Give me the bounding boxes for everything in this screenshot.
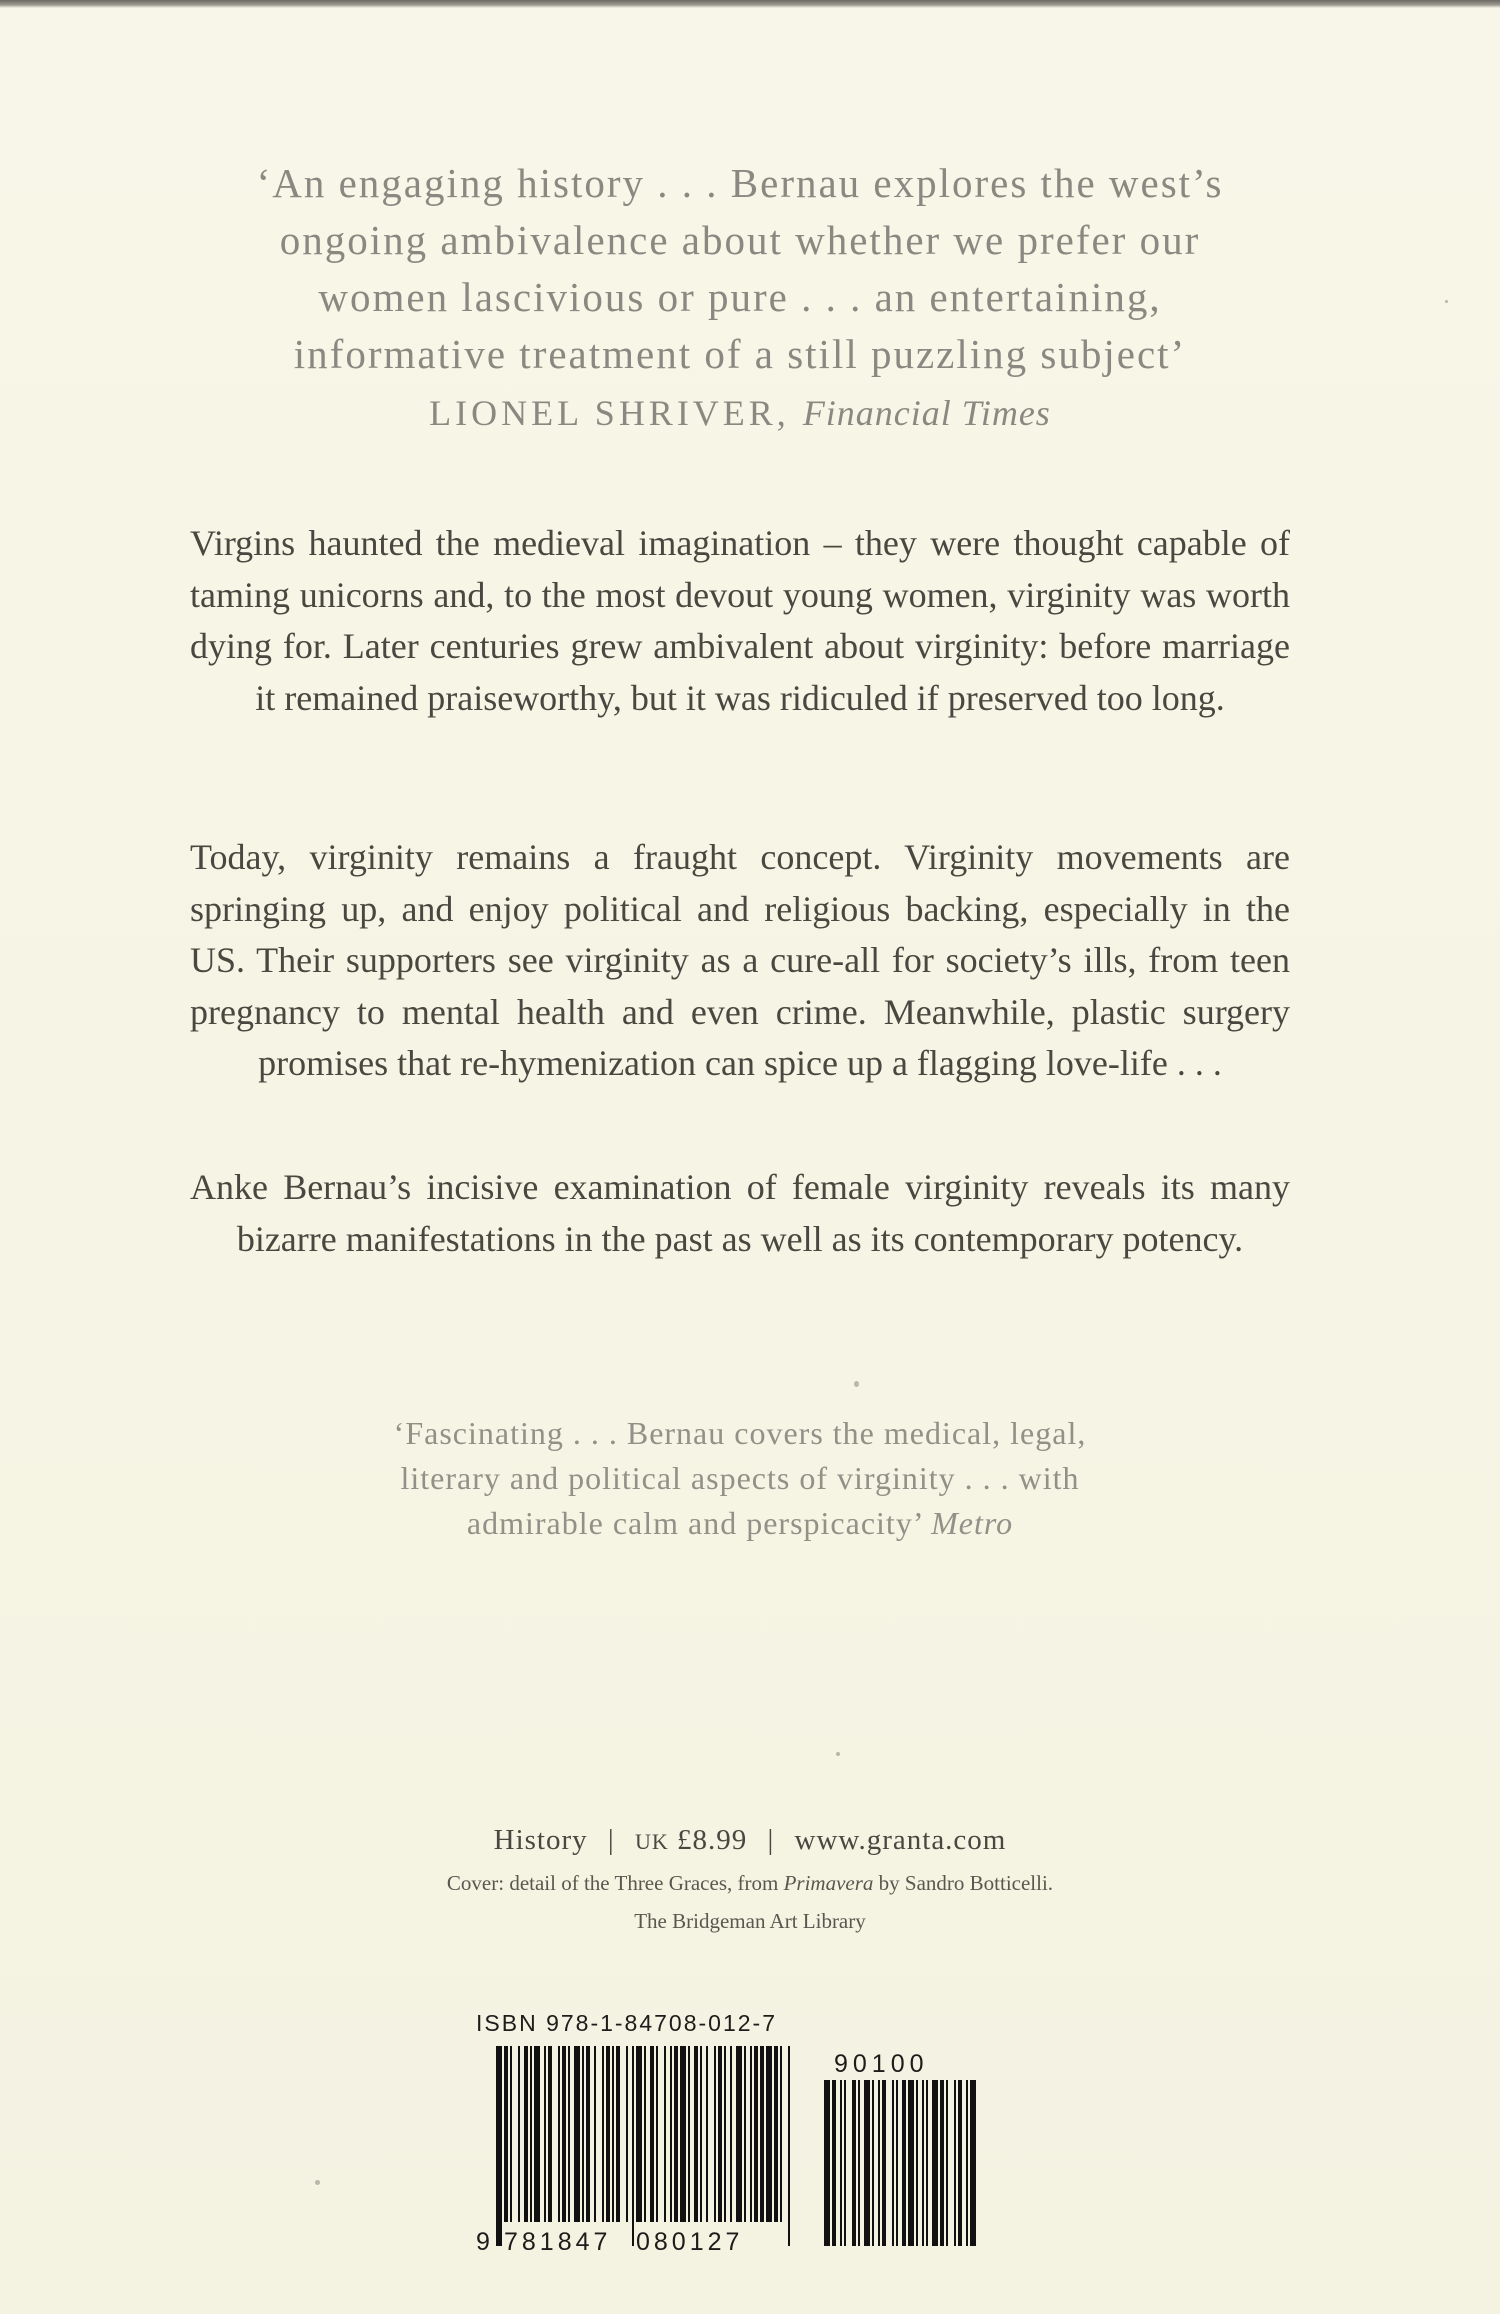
quote-source: Metro xyxy=(931,1505,1014,1541)
addon-bar xyxy=(966,2080,968,2246)
main-barcode-bars xyxy=(496,2046,790,2246)
addon-bar xyxy=(840,2080,842,2246)
barcode-addon-digits: 90100 xyxy=(834,2050,929,2078)
blurb-paragraph-3: Anke Bernau’s incisive examination of female virginity reveals its many bizarre manifestations in the past as well as its contemporary potency. xyxy=(190,1167,1290,1259)
barcode-bar xyxy=(766,2046,772,2222)
barcode-bar xyxy=(774,2046,778,2222)
barcode-bar xyxy=(750,2046,752,2222)
barcode-bar xyxy=(594,2046,596,2222)
barcode-lead-digit: 9 xyxy=(476,2228,490,2256)
cover-credit-prefix: Cover: detail of the Three Graces, from xyxy=(446,1871,779,1895)
barcode-bar xyxy=(504,2046,508,2222)
quote-author: LIONEL SHRIVER, xyxy=(429,393,790,433)
cover-credit-work: Primavera xyxy=(783,1871,874,1895)
addon-bar xyxy=(954,2080,956,2246)
addon-bar xyxy=(896,2080,898,2246)
review-quote-bottom xyxy=(340,1411,1140,1546)
isbn-barcode xyxy=(476,2010,996,2260)
separator: | xyxy=(607,1824,615,1856)
barcode-bar xyxy=(544,2046,546,2222)
quote-text: ‘Fascinating . . . Bernau covers the medical, legal, literary and political aspects of virginity . . . with admirable calm and perspicacity’ xyxy=(393,1415,1087,1541)
top-edge-rule xyxy=(0,0,1500,8)
barcode-bar xyxy=(714,2046,716,2222)
barcode-bar xyxy=(510,2046,512,2222)
addon-barcode-bars xyxy=(824,2080,976,2246)
barcode-bar xyxy=(574,2046,580,2222)
price-value: £8.99 xyxy=(676,1824,748,1856)
addon-bar xyxy=(940,2080,944,2246)
price-region: UK xyxy=(634,1829,669,1854)
barcode-bar xyxy=(674,2046,678,2222)
barcode-bar xyxy=(568,2046,570,2222)
quote-attribution xyxy=(190,385,1290,442)
barcode-bar xyxy=(670,2046,672,2222)
barcode-digit-group-2: 080127 xyxy=(636,2228,744,2256)
barcode-bar xyxy=(744,2046,746,2222)
addon-bar xyxy=(864,2080,870,2246)
paper-speck xyxy=(315,2180,320,2185)
addon-bar xyxy=(852,2080,856,2246)
barcode-bar xyxy=(694,2046,698,2222)
barcode-bar xyxy=(680,2046,686,2222)
barcode-bar xyxy=(724,2046,726,2222)
barcode-bar xyxy=(718,2046,722,2222)
barcode-bar xyxy=(656,2046,658,2222)
quote-line: informative treatment of a still puzzling subject’ xyxy=(293,331,1187,377)
addon-bar xyxy=(922,2080,924,2246)
barcode-bar xyxy=(530,2046,532,2222)
addon-bar xyxy=(902,2080,906,2246)
cover-credit-suffix: by Sandro Botticelli. xyxy=(878,1871,1054,1895)
addon-bar xyxy=(892,2080,894,2246)
addon-bar xyxy=(824,2080,830,2246)
review-quote-top xyxy=(190,155,1290,442)
separator: | xyxy=(767,1824,775,1856)
barcode-bar xyxy=(602,2046,604,2222)
blurb-paragraph-2: Today, virginity remains a fraught concept. Virginity movements are springing up, and enjoy political and religious backing, especially in the US. Their supporters see virginity as a cure-all for society’s ills, from teen pregnancy to mental health and even crime. Meanwhile, plastic surgery promises that re-hymenization can spice up a flagging love-life . . . xyxy=(190,837,1290,1083)
barcode-bar xyxy=(636,2046,642,2222)
barcode-bar xyxy=(616,2046,620,2222)
quote-line: women lascivious or pure . . . an entertaining, xyxy=(318,274,1162,320)
barcode-bar xyxy=(582,2046,584,2222)
quote-line: ongoing ambivalence about whether we prefer our xyxy=(279,217,1201,263)
barcode-bar xyxy=(632,2046,634,2246)
addon-bar xyxy=(926,2080,928,2246)
barcode-digit-group-1: 781847 xyxy=(504,2228,612,2256)
quote-line: ‘An engaging history . . . Bernau explores the west’s xyxy=(256,160,1224,206)
barcode-graphic xyxy=(476,2046,996,2260)
addon-bar xyxy=(916,2080,918,2246)
addon-bar xyxy=(844,2080,846,2246)
addon-bar xyxy=(908,2080,914,2246)
paper-speck xyxy=(854,1381,859,1387)
barcode-bar xyxy=(644,2046,646,2222)
barcode-bar xyxy=(650,2046,654,2222)
barcode-bar xyxy=(524,2046,528,2222)
barcode-bar xyxy=(518,2046,520,2222)
cover-credit xyxy=(300,1866,1200,1900)
barcode-bar xyxy=(558,2046,560,2222)
addon-bar xyxy=(858,2080,860,2246)
addon-bar xyxy=(946,2080,948,2246)
category-label: History xyxy=(493,1824,588,1856)
barcode-bar xyxy=(586,2046,590,2222)
barcode-bar xyxy=(612,2046,614,2222)
price-line xyxy=(300,1820,1200,1862)
image-library-credit: The Bridgeman Art Library xyxy=(634,1909,866,1933)
addon-bar xyxy=(882,2080,886,2246)
barcode-bar xyxy=(760,2046,764,2222)
barcode-bar xyxy=(754,2046,758,2222)
barcode-bar xyxy=(700,2046,702,2222)
barcode-bar xyxy=(626,2046,628,2222)
barcode-bar xyxy=(736,2046,742,2222)
addon-bar xyxy=(878,2080,880,2246)
blurb-paragraph-1: Virgins haunted the medieval imagination – they were thought capable of taming unicorns and, to the most devout young women, virginity was worth dying for. Later centuries grew ambivalent about virginity: before marriage it remained praiseworthy, but it was ridiculed if preserved too long. xyxy=(190,523,1290,718)
addon-bar xyxy=(932,2080,938,2246)
quote-source: Financial Times xyxy=(802,393,1051,433)
cover-footer xyxy=(300,1820,1200,1938)
paper-speck xyxy=(836,1752,840,1756)
addon-bar xyxy=(958,2080,962,2246)
barcode-bar xyxy=(730,2046,732,2222)
publisher-website: www.granta.com xyxy=(794,1824,1007,1856)
barcode-bar xyxy=(788,2046,790,2246)
addon-bar xyxy=(970,2080,976,2246)
barcode-bar xyxy=(606,2046,610,2222)
barcode-bar xyxy=(548,2046,552,2222)
barcode-bar xyxy=(534,2046,540,2222)
barcode-bar xyxy=(688,2046,690,2222)
barcode-bar xyxy=(706,2046,708,2222)
barcode-bar xyxy=(664,2046,666,2222)
addon-bar xyxy=(872,2080,874,2246)
isbn-text: ISBN 978-1-84708-012-7 xyxy=(476,2010,777,2036)
paper-speck xyxy=(1445,300,1448,303)
barcode-bar xyxy=(562,2046,566,2222)
addon-bar xyxy=(832,2080,836,2246)
barcode-bar xyxy=(780,2046,782,2222)
barcode-bar xyxy=(496,2046,502,2246)
